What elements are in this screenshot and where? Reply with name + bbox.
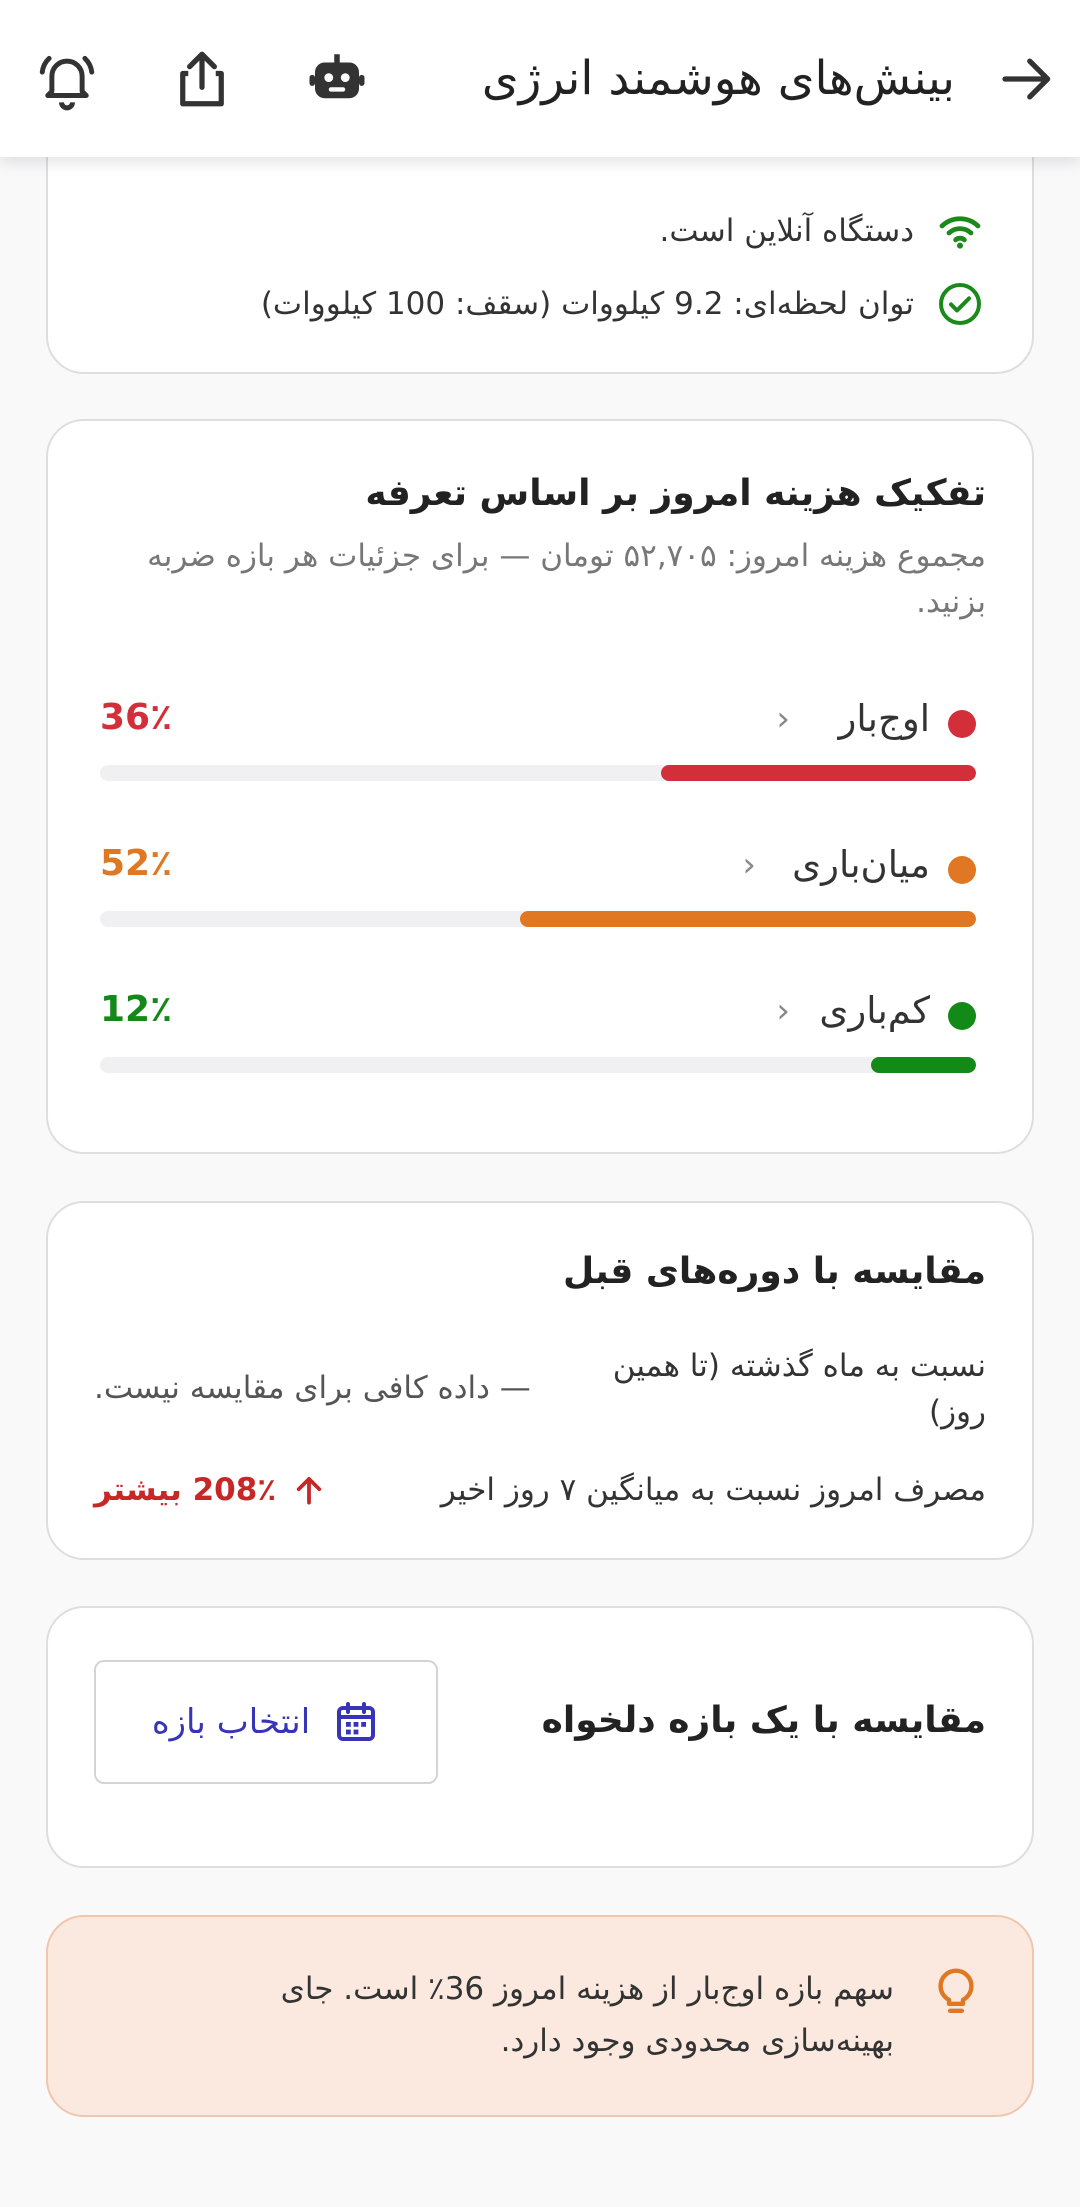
share-icon [169, 46, 235, 112]
app-bar [0, 0, 1080, 157]
custom-range-card [46, 1606, 1034, 1868]
low-color-dot [948, 1002, 976, 1030]
cost-breakdown-card [46, 419, 1034, 1154]
select-range-button[interactable] [94, 1660, 438, 1784]
chevron-left-icon: ‹ [776, 699, 790, 739]
tariff-progress-track [100, 765, 976, 781]
last-month-label: نسبت به ماه گذشته (تا همین روز) [612, 1348, 986, 1430]
share-button[interactable] [161, 38, 243, 120]
lightbulb-icon [928, 1963, 984, 2019]
breakdown-subtitle: مجموع هزینه امروز: ۵۲,۷۰۵ تومان — برای جزئیات هر بازه ضربه بزنید. [147, 538, 986, 620]
tariff-label: میان‌باری [792, 843, 930, 886]
peak-color-dot [948, 710, 976, 738]
tariff-progress-track [100, 1057, 976, 1073]
week-average-value [94, 1467, 328, 1513]
mid-color-dot [948, 856, 976, 884]
last-month-value: — داده کافی برای مقایسه نیست. [94, 1370, 531, 1406]
tariff-percent: 52٪ [100, 843, 173, 884]
online-status-text: دستگاه آنلاین است. [659, 213, 914, 249]
page-title: بینش‌های هوشمند انرژی [481, 51, 955, 106]
tariff-progress-track [100, 911, 976, 927]
tariff-row-low[interactable] [100, 989, 976, 1089]
tip-text: سهم بازه اوج‌بار از هزینه امروز 36٪ است. جای بهینه‌سازی محدودی وجود دارد. [280, 1971, 894, 2059]
custom-range-title: مقایسه با یک بازه دلخواه [541, 1700, 986, 1741]
tariff-percent: 36٪ [100, 697, 173, 738]
power-status-text: توان لحظه‌ای: 9.2 کیلووات (سقف: 100 کیلووات) [260, 286, 914, 322]
power-status-row [261, 280, 984, 328]
tariff-progress-fill [661, 765, 976, 781]
insight-tip-card [46, 1915, 1034, 2117]
wifi-icon [936, 207, 984, 255]
bell-icon [34, 46, 100, 112]
tariff-progress-fill [871, 1057, 976, 1073]
back-button[interactable] [986, 38, 1068, 120]
check-circle-icon [936, 280, 984, 328]
comparison-title: مقایسه با دوره‌های قبل [562, 1251, 986, 1292]
week-average-label: مصرف امروز نسبت به میانگین ۷ روز اخیر [440, 1472, 986, 1508]
tariff-percent: 12٪ [100, 989, 173, 1030]
week-average-value-text: 208٪ بیشتر [94, 1472, 277, 1508]
notifications-button[interactable] [26, 38, 108, 120]
calendar-icon [332, 1698, 380, 1746]
tariff-label: اوج‌بار [838, 697, 930, 740]
breakdown-title: تفکیک هزینه امروز بر اساس تعرفه [365, 473, 986, 514]
robot-icon [304, 46, 370, 112]
tariff-row-peak[interactable] [100, 697, 976, 797]
chevron-left-icon: ‹ [742, 845, 756, 885]
tariff-progress-fill [520, 911, 976, 927]
arrow-up-icon [290, 1471, 328, 1509]
back-arrow-icon [994, 46, 1060, 112]
chevron-left-icon: ‹ [776, 991, 790, 1031]
assistant-button[interactable] [296, 38, 378, 120]
online-status-row [660, 207, 985, 255]
select-range-label: انتخاب بازه [151, 1702, 311, 1742]
tariff-row-mid[interactable] [100, 843, 976, 943]
tariff-label: کم‌باری [819, 989, 930, 1032]
period-comparison-card [46, 1201, 1034, 1560]
